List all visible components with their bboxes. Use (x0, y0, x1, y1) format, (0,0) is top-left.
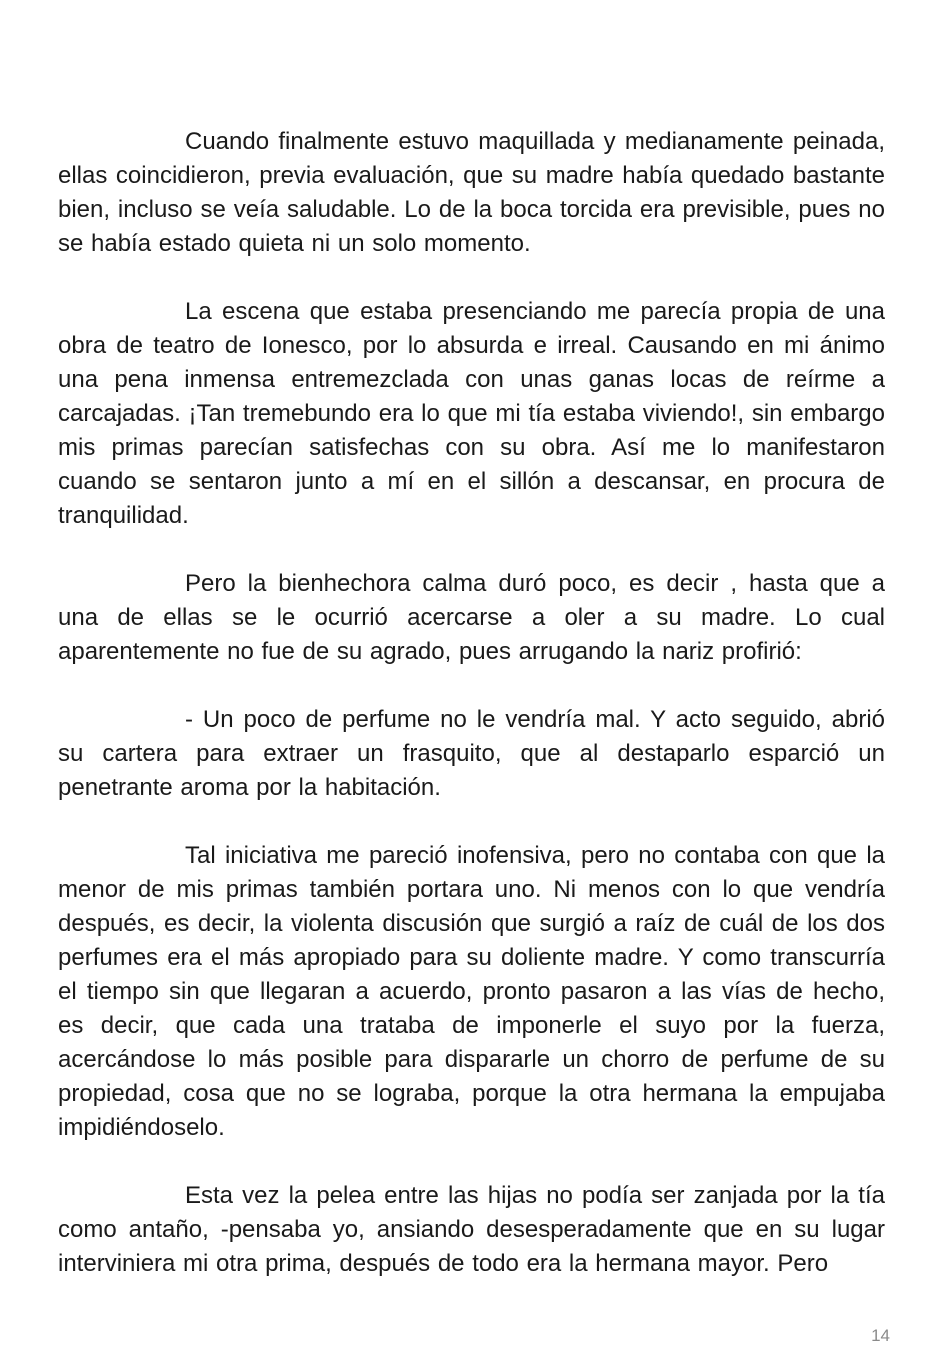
paragraph-5: Tal iniciativa me pareció inofensiva, pero no contaba con que la menor de mis primas también portara uno. Ni menos con lo que vendría después, es decir, la violenta discusión que surgió a raíz de cuál de los dos perfumes era el más apropiado para su doliente madre. Y como transcurría el tiempo sin que llegaran a acuerdo, pronto pasaron a las vías de hecho, es decir, que cada una trataba de imponerle el suyo por la fuerza, acercándose lo más posible para dispararle un chorro de perfume de su propiedad, cosa que no se lograba, porque la otra hermana la empujaba impidiéndoselo. (58, 842, 885, 1141)
paragraph-2: La escena que estaba presenciando me parecía propia de una obra de teatro de Ionesco, por lo absurda e irreal. Causando en mi ánimo una pena inmensa entremezclada con unas ganas locas de reírme a carcajadas. ¡Tan tremebundo era lo que mi tía estaba viviendo!, sin embargo mis primas parecían satisfechas con su obra. Así me lo manifestaron cuando se sentaron junto a mí en el sillón a descansar, en procura de tranquilidad. (58, 298, 885, 529)
paragraph-4: - Un poco de perfume no le vendría mal. Y acto seguido, abrió su cartera para extraer un frasquito, que al destaparlo esparció un penetrante aroma por la habitación. (58, 706, 885, 801)
paragraph-3: Pero la bienhechora calma duró poco, es decir , hasta que a una de ellas se le ocurrió acercarse a oler a su madre. Lo cual aparentemente no fue de su agrado, pues arrugando la nariz profirió: (58, 570, 885, 665)
page-number: 14 (871, 1326, 890, 1345)
paragraph-6: Esta vez la pelea entre las hijas no podía ser zanjada por la tía como antaño, -pensaba yo, ansiando desesperadamente que en su lugar interviniera mi otra prima, después de todo era la hermana mayor. Pero (58, 1182, 885, 1277)
document-body (58, 125, 885, 1281)
paragraph-1: Cuando finalmente estuvo maquillada y medianamente peinada, ellas coincidieron, previa evaluación, que su madre había quedado bastante bien, incluso se veía saludable. Lo de la boca torcida era previsible, pues no se había estado quieta ni un solo momento. (58, 128, 885, 257)
